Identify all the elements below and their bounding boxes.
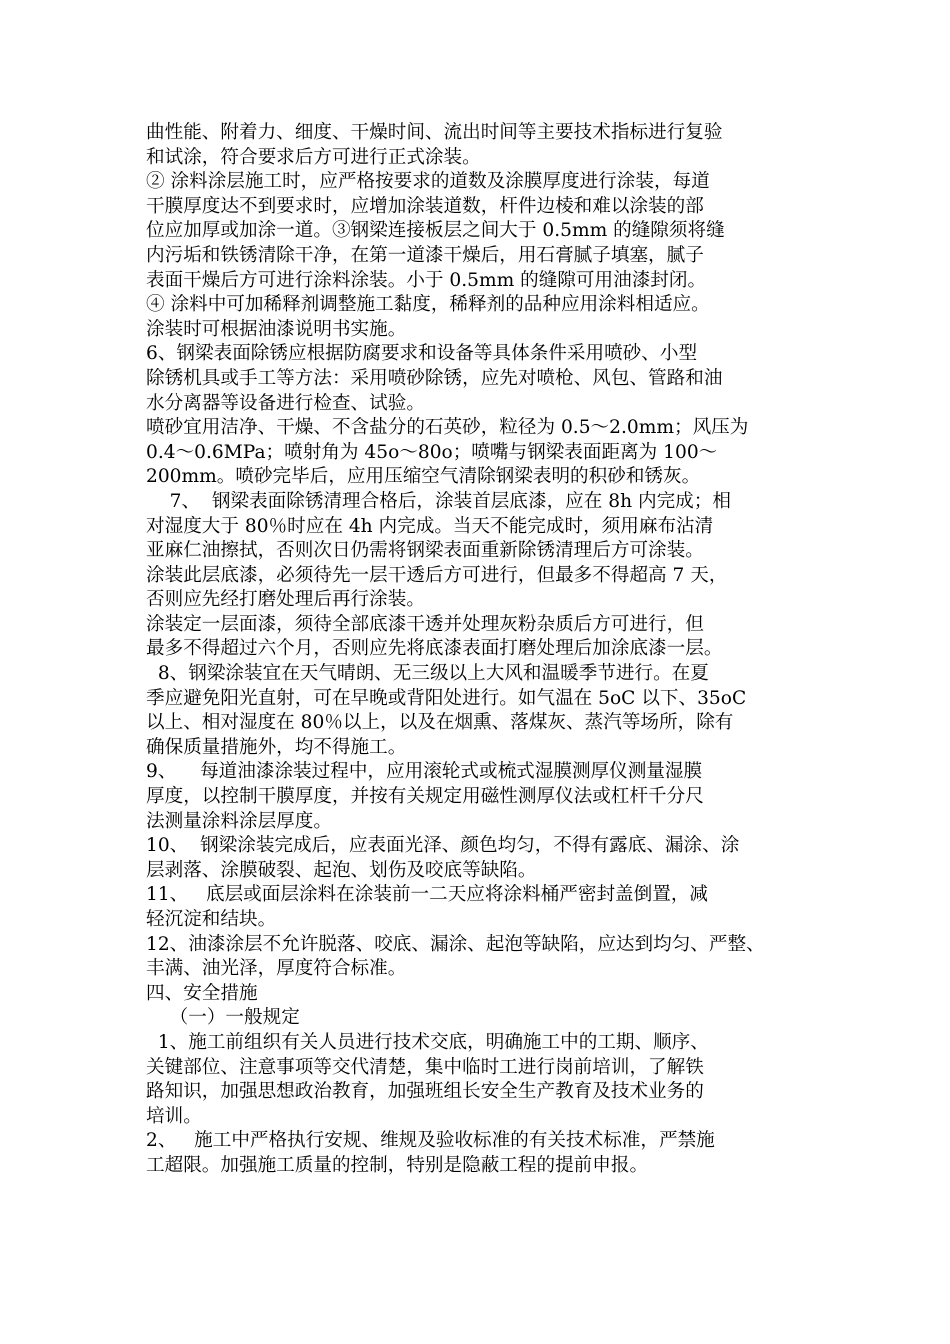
text-line: 涂装时可根据油漆说明书实施。 <box>146 318 407 340</box>
text-line: 喷砂宜用洁净、干燥、不含盐分的石英砂，粒径为 0.5～2.0mm；风压为 <box>146 417 749 439</box>
text-line: 200mm。喷砂完毕后，应用压缩空气清除钢梁表明的积砂和锈灰。 <box>146 466 701 488</box>
text-line: 表面干燥后方可进行涂料涂装。小于 0.5mm 的缝隙可用油漆封闭。 <box>146 269 707 291</box>
text-line: 0.4～0.6MPa；喷射角为 45o～80o；喷嘴与钢梁表面距离为 100～ <box>146 441 718 463</box>
text-line: ② 涂料涂层施工时，应严格按要求的道数及涂膜厚度进行涂装，每道 <box>146 171 710 193</box>
text-line: 最多不得超过六个月，否则应先将底漆表面打磨处理后加涂底漆一层。 <box>146 638 723 660</box>
text-line: 位应加厚或加涂一道。③钢梁连接板层之间大于 0.5mm 的缝隙须将缝 <box>146 220 725 242</box>
text-line: 涂装定一层面漆，须待全部底漆干透并处理灰粉杂质后方可进行，但 <box>146 613 704 635</box>
text-line: 2、 施工中严格执行安规、维规及验收标准的有关技术标准，严禁施 <box>146 1130 715 1152</box>
text-line: 涂装此层底漆，必须待先一层干透后方可进行，但最多不得超高 7 天， <box>146 564 728 586</box>
text-line: ④ 涂料中可加稀释剂调整施工黏度，稀释剂的品种应用涂料相适应。 <box>146 294 710 316</box>
text-line: 季应避免阳光直射，可在早晚或背阳处进行。如气温在 5oC 以下、35oC <box>146 687 747 709</box>
text-line: 层剥落、涂膜破裂、起泡、划伤及咬底等缺陷。 <box>146 859 537 881</box>
text-line: 确保质量措施外，均不得施工。 <box>146 736 407 758</box>
text-line: 工超限。加强施工质量的控制，特别是隐蔽工程的提前申报。 <box>146 1154 649 1176</box>
text-line: 以上、相对湿度在 80％以上，以及在烟熏、落煤灰、蒸汽等场所，除有 <box>146 712 734 734</box>
text-line: 10、 钢梁涂装完成后，应表面光泽、颜色均匀，不得有露底、漏涂、涂 <box>146 835 740 857</box>
text-line: 对湿度大于 80％时应在 4h 内完成。当天不能完成时，须用麻布沾清 <box>146 515 714 537</box>
document-body <box>146 121 826 1179</box>
text-line: 关键部位、注意事项等交代清楚，集中临时工进行岗前培训，了解铁 <box>146 1056 704 1078</box>
text-line: 厚度，以控制干膜厚度，并按有关规定用磁性测厚仪法或杠杆千分尺 <box>146 786 704 808</box>
text-line: 丰满、油光泽，厚度符合标准。 <box>146 958 407 980</box>
text-line: 除锈机具或手工等方法：采用喷砂除锈，应先对喷枪、风包、管路和油 <box>146 367 723 389</box>
text-line: 路知识，加强思想政治教育，加强班组长安全生产教育及技术业务的 <box>146 1081 704 1103</box>
text-line: 水分离器等设备进行检查、试验。 <box>146 392 425 414</box>
text-line: 培训。 <box>146 1105 202 1127</box>
text-line: 否则应先经打磨处理后再行涂装。 <box>146 589 425 611</box>
text-line: 和试涂，符合要求后方可进行正式涂装。 <box>146 146 481 168</box>
text-line: 12、油漆涂层不允许脱落、咬底、漏涂、起泡等缺陷，应达到均匀、严整、 <box>146 933 765 955</box>
text-line: 内污垢和铁锈清除干净，在第一道漆干燥后，用石膏腻子填塞，腻子 <box>146 244 704 266</box>
text-line: 6、钢梁表面除锈应根据防腐要求和设备等具体条件采用喷砂、小型 <box>146 343 698 365</box>
text-line: （一）一般规定 <box>146 1007 300 1029</box>
text-line: 法测量涂料涂层厚度。 <box>146 810 332 832</box>
text-line: 干膜厚度达不到要求时，应增加涂装道数，杆件边棱和难以涂装的部 <box>146 195 704 217</box>
text-line: 9、 每道油漆涂装过程中，应用滚轮式或梳式湿膜测厚仪测量湿膜 <box>146 761 703 783</box>
text-line: 1、施工前组织有关人员进行技术交底，明确施工中的工期、顺序、 <box>146 1031 709 1053</box>
text-line: 亚麻仁油擦拭，否则次日仍需将钢梁表面重新除锈清理后方可涂装。 <box>146 540 704 562</box>
text-line: 7、 钢梁表面除锈清理合格后，涂装首层底漆，应在 8h 内完成；相 <box>146 490 731 512</box>
text-line: 四、安全措施 <box>146 982 258 1004</box>
text-line: 8、钢梁涂装宜在天气晴朗、无三级以上大风和温暖季节进行。在夏 <box>146 663 709 685</box>
text-line: 曲性能、附着力、细度、干燥时间、流出时间等主要技术指标进行复验 <box>146 122 723 143</box>
text-line: 11、 底层或面层涂料在涂装前一二天应将涂料桶严密封盖倒置，减 <box>146 884 709 906</box>
text-line: 轻沉淀和结块。 <box>146 909 277 930</box>
